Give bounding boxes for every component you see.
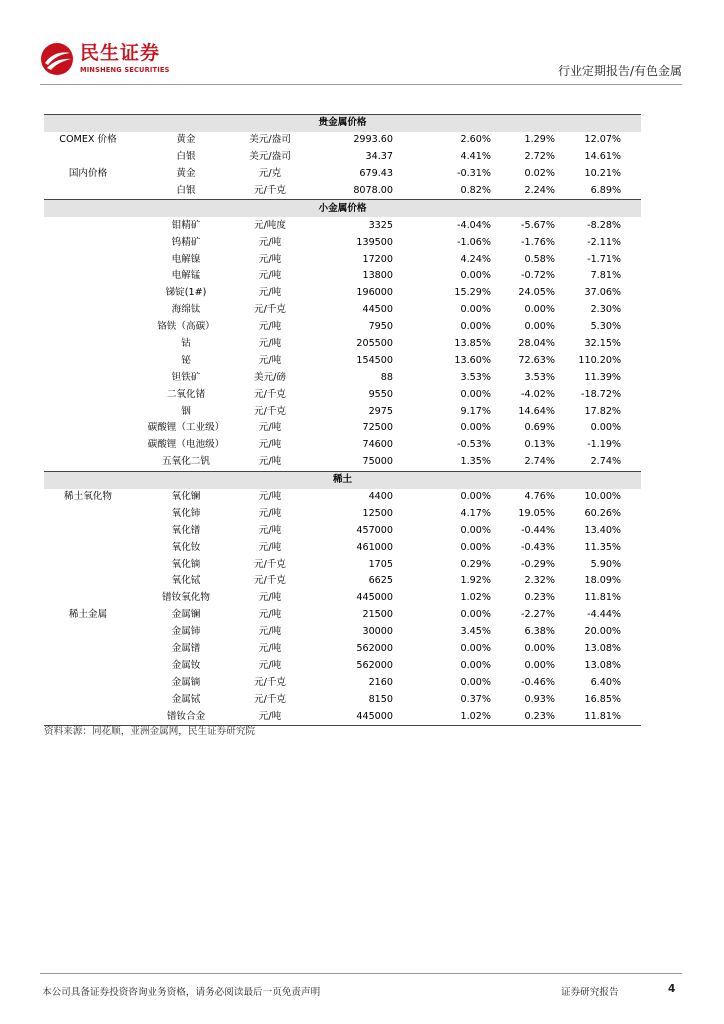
market-cell <box>44 403 132 420</box>
market-cell <box>44 302 132 319</box>
product-cell: 金属钕 <box>171 659 201 671</box>
change-month-cell: 0.58% <box>524 253 555 265</box>
change-week-cell: 1.02% <box>460 592 491 604</box>
unit-cell: 元/吨 <box>258 439 282 451</box>
market-cell: 国内价格 <box>68 168 108 180</box>
price-cell: 139500 <box>356 236 393 248</box>
product-cell: 氧化镝 <box>171 558 201 570</box>
table-row <box>44 556 641 573</box>
company-logo <box>40 42 200 78</box>
change-week-cell: 3.53% <box>460 371 491 383</box>
product-cell: 锑锭(1#) <box>165 287 207 299</box>
change-month-cell: 24.05% <box>518 287 555 299</box>
table-row <box>44 336 641 353</box>
change-ytd-cell: -18.72% <box>581 388 622 400</box>
change-ytd-cell: -1.19% <box>587 439 622 451</box>
product-cell: 黄金 <box>176 134 196 146</box>
product-cell: 黄金 <box>176 168 196 180</box>
change-ytd-cell: 10.21% <box>584 168 622 180</box>
change-week-cell: 4.41% <box>460 151 491 163</box>
market-cell <box>44 556 132 573</box>
change-week-cell: 1.35% <box>460 456 491 468</box>
change-week-cell: 13.60% <box>454 354 491 366</box>
table-row <box>44 539 641 556</box>
market-cell <box>44 454 132 471</box>
change-month-cell: 3.53% <box>524 371 555 383</box>
unit-cell: 元/吨 <box>240 708 300 725</box>
unit-cell: 元/吨 <box>258 524 282 536</box>
unit-cell: 元/千克 <box>253 388 286 400</box>
market-cell <box>44 641 132 658</box>
unit-cell: 元/千克 <box>253 693 286 705</box>
logo-english-name: MINSHENG SECURITIES <box>80 66 170 74</box>
change-ytd-cell: 60.26% <box>584 507 622 519</box>
document-category: 行业定期报告/有色金属 <box>557 64 682 78</box>
unit-cell: 元/吨 <box>258 456 282 468</box>
change-week-cell: 3.45% <box>460 626 491 638</box>
product-cell: 氧化铽 <box>171 575 201 587</box>
change-week-cell: 13.85% <box>454 338 491 350</box>
unit-cell: 元/吨 <box>258 287 282 299</box>
change-month-cell: -0.29% <box>521 558 555 570</box>
change-week-cell: -1.06% <box>457 236 491 248</box>
market-cell <box>44 217 132 234</box>
table-row <box>44 369 641 386</box>
change-ytd-cell: 13.40% <box>584 524 622 536</box>
product-cell: 金属镧 <box>171 609 201 621</box>
change-ytd-cell: 16.85% <box>584 693 622 705</box>
price-cell: 4400 <box>368 491 393 503</box>
change-ytd-cell: 10.00% <box>584 491 622 503</box>
table-row <box>44 489 641 506</box>
unit-cell: 元/吨 <box>258 270 282 282</box>
table-row <box>44 607 641 624</box>
change-month-cell: -1.76% <box>521 236 555 248</box>
change-ytd-cell: 2.30% <box>590 304 622 316</box>
market-cell <box>44 234 132 251</box>
change-month-cell: -0.44% <box>521 524 555 536</box>
table-row <box>44 234 641 251</box>
market-cell <box>44 674 132 691</box>
unit-cell: 元/克 <box>258 168 282 180</box>
change-ytd-cell: 2.74% <box>590 456 622 468</box>
change-month-cell: 0.02% <box>524 168 555 180</box>
change-month-cell: 0.13% <box>524 439 555 451</box>
table-row <box>44 285 641 302</box>
product-cell: 海绵钛 <box>171 304 201 316</box>
change-ytd-cell: 20.00% <box>584 626 622 638</box>
change-week-cell: 0.00% <box>460 422 491 434</box>
change-ytd-cell: 11.81% <box>573 708 641 725</box>
price-cell: 13800 <box>362 270 393 282</box>
change-month-cell: 0.23% <box>509 708 573 725</box>
market-cell <box>44 624 132 641</box>
price-cell: 205500 <box>356 338 393 350</box>
unit-cell: 元/吨 <box>258 491 282 503</box>
market-cell <box>44 505 132 522</box>
price-cell: 74600 <box>362 439 393 451</box>
product-cell: 电解镍 <box>171 253 201 265</box>
change-ytd-cell: 12.07% <box>584 134 622 146</box>
market-cell <box>44 369 132 386</box>
price-cell: 445000 <box>356 592 393 604</box>
table-row <box>44 352 641 369</box>
table-row <box>44 302 641 319</box>
table-row <box>44 319 641 336</box>
product-cell: 五氧化二钒 <box>162 456 210 468</box>
change-month-cell: -0.46% <box>521 676 555 688</box>
table-row <box>44 166 641 183</box>
market-cell <box>44 590 132 607</box>
section-header-row <box>44 115 641 132</box>
unit-cell: 元/吨 <box>258 354 282 366</box>
table-row <box>44 454 641 471</box>
price-cell: 6625 <box>368 575 393 587</box>
product-cell: 碳酸锂（工业级） <box>147 422 225 434</box>
price-cell: 3325 <box>368 219 393 231</box>
change-week-cell: 0.00% <box>460 388 491 400</box>
unit-cell: 元/吨 <box>258 507 282 519</box>
product-cell: 白银 <box>176 151 196 163</box>
unit-cell: 元/千克 <box>253 676 286 688</box>
change-week-cell: 0.00% <box>460 676 491 688</box>
change-month-cell: 0.00% <box>524 643 555 655</box>
price-cell: 17200 <box>362 253 393 265</box>
market-cell <box>44 658 132 675</box>
market-cell <box>44 336 132 353</box>
change-week-cell: 1.02% <box>445 708 509 725</box>
table-row <box>44 403 641 420</box>
change-week-cell: -0.53% <box>457 439 491 451</box>
unit-cell: 美元/磅 <box>253 371 286 383</box>
change-week-cell: 0.00% <box>460 524 491 536</box>
table-row <box>44 217 641 234</box>
change-month-cell: 2.72% <box>524 151 555 163</box>
change-week-cell: 0.29% <box>460 558 491 570</box>
change-month-cell: 2.24% <box>524 185 555 196</box>
change-ytd-cell: 18.09% <box>584 575 622 587</box>
price-cell: 445000 <box>300 708 445 725</box>
price-cell: 34.37 <box>365 151 393 163</box>
product-cell: 金属铈 <box>171 626 201 638</box>
price-cell: 2160 <box>368 676 393 688</box>
market-cell <box>44 573 132 590</box>
table-row <box>44 183 641 200</box>
unit-cell: 元/吨 <box>258 643 282 655</box>
change-week-cell: 0.00% <box>460 270 491 282</box>
product-cell: 氧化钕 <box>171 541 201 553</box>
data-source-note: 资料来源：同花顺，亚洲金属网，民生证券研究院 <box>44 726 256 737</box>
table-row <box>44 590 641 607</box>
logo-mark-icon <box>40 42 74 76</box>
table-row <box>44 420 641 437</box>
market-cell: COMEX 价格 <box>59 134 117 146</box>
price-cell: 30000 <box>362 626 393 638</box>
change-week-cell: 0.00% <box>460 321 491 333</box>
market-cell <box>44 386 132 403</box>
change-week-cell: 0.00% <box>460 659 491 671</box>
market-cell: 稀土金属 <box>68 609 108 621</box>
product-cell: 碳酸锂（电池级） <box>147 439 225 451</box>
product-cell: 钽铁矿 <box>171 371 201 383</box>
product-cell: 镨钕氧化物 <box>162 592 210 604</box>
price-table-body <box>44 115 641 726</box>
change-week-cell: 0.00% <box>460 643 491 655</box>
section-title: 贵金属价格 <box>44 115 641 132</box>
change-month-cell: 0.00% <box>524 304 555 316</box>
price-cell: 2975 <box>368 405 393 417</box>
change-week-cell: 9.17% <box>460 405 491 417</box>
change-month-cell: 2.74% <box>524 456 555 468</box>
header-divider <box>40 84 682 85</box>
table-row <box>44 268 641 285</box>
change-month-cell: 72.63% <box>518 354 555 366</box>
change-ytd-cell: 32.15% <box>584 338 622 350</box>
market-cell <box>44 352 132 369</box>
unit-cell: 元/吨 <box>258 659 282 671</box>
change-week-cell: 0.00% <box>460 609 491 621</box>
market-cell <box>44 539 132 556</box>
change-month-cell: 0.93% <box>524 693 555 705</box>
section-title: 小金属价格 <box>44 200 641 217</box>
product-cell: 钴 <box>181 338 191 350</box>
table-row <box>44 658 641 675</box>
change-ytd-cell: 11.35% <box>584 541 622 553</box>
change-ytd-cell: -8.28% <box>587 219 622 231</box>
price-cell: 72500 <box>362 422 393 434</box>
market-cell <box>44 420 132 437</box>
change-ytd-cell: 5.30% <box>590 321 622 333</box>
change-month-cell: 6.38% <box>524 626 555 638</box>
unit-cell: 元/吨 <box>258 626 282 638</box>
product-cell: 氧化镧 <box>171 491 201 503</box>
unit-cell: 元/吨 <box>258 592 282 604</box>
change-month-cell: 1.29% <box>524 134 555 146</box>
change-month-cell: 4.76% <box>524 491 555 503</box>
change-week-cell: 0.82% <box>460 185 491 196</box>
unit-cell: 元/千克 <box>253 575 286 587</box>
unit-cell: 元/千克 <box>253 304 286 316</box>
change-ytd-cell: -4.44% <box>587 609 622 621</box>
logo-chinese-name: 民生证券 <box>80 42 161 64</box>
section-title: 稀土 <box>44 471 641 488</box>
change-week-cell: 0.00% <box>460 541 491 553</box>
change-month-cell: 0.69% <box>524 422 555 434</box>
change-ytd-cell: 13.08% <box>584 643 622 655</box>
unit-cell: 元/吨度 <box>253 219 286 231</box>
market-cell <box>44 285 132 302</box>
market-cell <box>44 183 132 200</box>
change-ytd-cell: 11.81% <box>584 592 622 604</box>
change-ytd-cell: 0.00% <box>590 422 622 434</box>
unit-cell: 元/吨 <box>258 253 282 265</box>
market-cell <box>44 268 132 285</box>
change-ytd-cell: 7.81% <box>590 270 622 282</box>
change-month-cell: 0.00% <box>524 321 555 333</box>
change-month-cell: 2.32% <box>524 575 555 587</box>
market-cell <box>44 691 132 708</box>
footer-divider <box>40 973 682 974</box>
product-cell: 电解锰 <box>171 270 201 282</box>
table-row <box>44 505 641 522</box>
change-ytd-cell: 6.40% <box>590 676 622 688</box>
change-month-cell: -5.67% <box>521 219 555 231</box>
change-month-cell: -0.72% <box>521 270 555 282</box>
change-ytd-cell: -2.11% <box>587 236 622 248</box>
unit-cell: 元/吨 <box>258 541 282 553</box>
product-cell: 铬铁（高碳） <box>157 321 215 333</box>
price-cell: 679.43 <box>359 168 393 180</box>
unit-cell: 元/千克 <box>253 405 286 417</box>
unit-cell: 元/吨 <box>258 338 282 350</box>
price-cell: 7950 <box>368 321 393 333</box>
table-row <box>44 251 641 268</box>
change-month-cell: -4.02% <box>521 388 555 400</box>
table-row <box>44 386 641 403</box>
table-row <box>44 522 641 539</box>
unit-cell: 元/吨 <box>258 422 282 434</box>
change-week-cell: 0.00% <box>460 491 491 503</box>
change-month-cell: 0.23% <box>524 592 555 604</box>
page-header <box>0 0 724 86</box>
change-week-cell: 4.17% <box>460 507 491 519</box>
product-cell: 铋 <box>181 354 191 366</box>
price-cell: 562000 <box>356 659 393 671</box>
change-month-cell: 0.00% <box>524 659 555 671</box>
change-month-cell: 19.05% <box>518 507 555 519</box>
footer-disclaimer: 本公司具备证券投资咨询业务资格，请务必阅读最后一页免责声明 <box>42 987 321 998</box>
change-week-cell: -0.31% <box>457 168 491 180</box>
product-cell: 二氧化锗 <box>166 388 206 400</box>
product-cell: 金属镨 <box>171 643 201 655</box>
product-cell: 白银 <box>176 185 196 196</box>
table-row <box>44 149 641 166</box>
table-row <box>44 624 641 641</box>
market-cell: 稀土氧化物 <box>64 491 112 503</box>
market-cell <box>44 319 132 336</box>
unit-cell: 元/吨 <box>258 321 282 333</box>
change-month-cell: 14.64% <box>518 405 555 417</box>
price-cell: 12500 <box>362 507 393 519</box>
table-row <box>44 691 641 708</box>
market-cell <box>44 437 132 454</box>
table-row <box>44 674 641 691</box>
change-week-cell: 0.37% <box>460 693 491 705</box>
change-month-cell: -2.27% <box>521 609 555 621</box>
price-cell: 1705 <box>368 558 393 570</box>
price-cell: 154500 <box>356 354 393 366</box>
unit-cell: 元/千克 <box>253 558 286 570</box>
product-cell: 金属铽 <box>171 693 201 705</box>
table-row <box>44 641 641 658</box>
table-row <box>44 573 641 590</box>
market-cell <box>44 251 132 268</box>
metal-price-table <box>44 114 641 726</box>
price-cell: 196000 <box>356 287 393 299</box>
change-ytd-cell: 14.61% <box>584 151 622 163</box>
change-week-cell: 4.24% <box>460 253 491 265</box>
change-week-cell: 0.00% <box>460 304 491 316</box>
product-cell: 镨钕合金 <box>132 708 240 725</box>
price-cell: 75000 <box>362 456 393 468</box>
unit-cell: 元/吨 <box>258 236 282 248</box>
product-cell: 氧化铈 <box>171 507 201 519</box>
change-week-cell: 1.92% <box>460 575 491 587</box>
change-ytd-cell: 110.20% <box>578 354 622 366</box>
change-ytd-cell: -1.71% <box>587 253 622 265</box>
table-row <box>44 437 641 454</box>
section-header-row <box>44 471 641 488</box>
market-cell <box>44 522 132 539</box>
change-ytd-cell: 17.82% <box>584 405 622 417</box>
unit-cell: 美元/盎司 <box>249 151 291 163</box>
price-cell: 457000 <box>356 524 393 536</box>
change-month-cell: -0.43% <box>521 541 555 553</box>
unit-cell: 美元/盎司 <box>249 134 291 146</box>
price-cell: 9550 <box>368 388 393 400</box>
market-cell <box>44 149 132 166</box>
unit-cell: 元/千克 <box>253 185 286 196</box>
price-cell: 461000 <box>356 541 393 553</box>
product-cell: 金属镝 <box>171 676 201 688</box>
change-month-cell: 28.04% <box>518 338 555 350</box>
change-ytd-cell: 37.06% <box>584 287 622 299</box>
price-cell: 44500 <box>362 304 393 316</box>
change-week-cell: 15.29% <box>454 287 491 299</box>
price-cell: 2993.60 <box>353 134 393 146</box>
change-ytd-cell: 13.08% <box>584 659 622 671</box>
section-header-row <box>44 200 641 217</box>
product-cell: 氧化镨 <box>171 524 201 536</box>
price-cell: 88 <box>380 371 393 383</box>
price-cell: 21500 <box>362 609 393 621</box>
change-ytd-cell: 11.39% <box>584 371 622 383</box>
product-cell: 铟 <box>181 405 191 417</box>
change-week-cell: 2.60% <box>460 134 491 146</box>
price-cell: 562000 <box>356 643 393 655</box>
change-week-cell: -4.04% <box>457 219 491 231</box>
product-cell: 钼精矿 <box>171 219 201 231</box>
price-table-container <box>44 114 641 726</box>
footer-report-type: 证券研究报告 <box>561 987 619 998</box>
price-cell: 8150 <box>368 693 393 705</box>
change-ytd-cell: 6.89% <box>590 185 622 196</box>
table-row <box>44 132 641 149</box>
price-cell: 8078.00 <box>353 185 393 196</box>
unit-cell: 元/吨 <box>258 609 282 621</box>
product-cell: 钨精矿 <box>171 236 201 248</box>
change-ytd-cell: 5.90% <box>590 558 622 570</box>
page-number: 4 <box>668 983 676 995</box>
